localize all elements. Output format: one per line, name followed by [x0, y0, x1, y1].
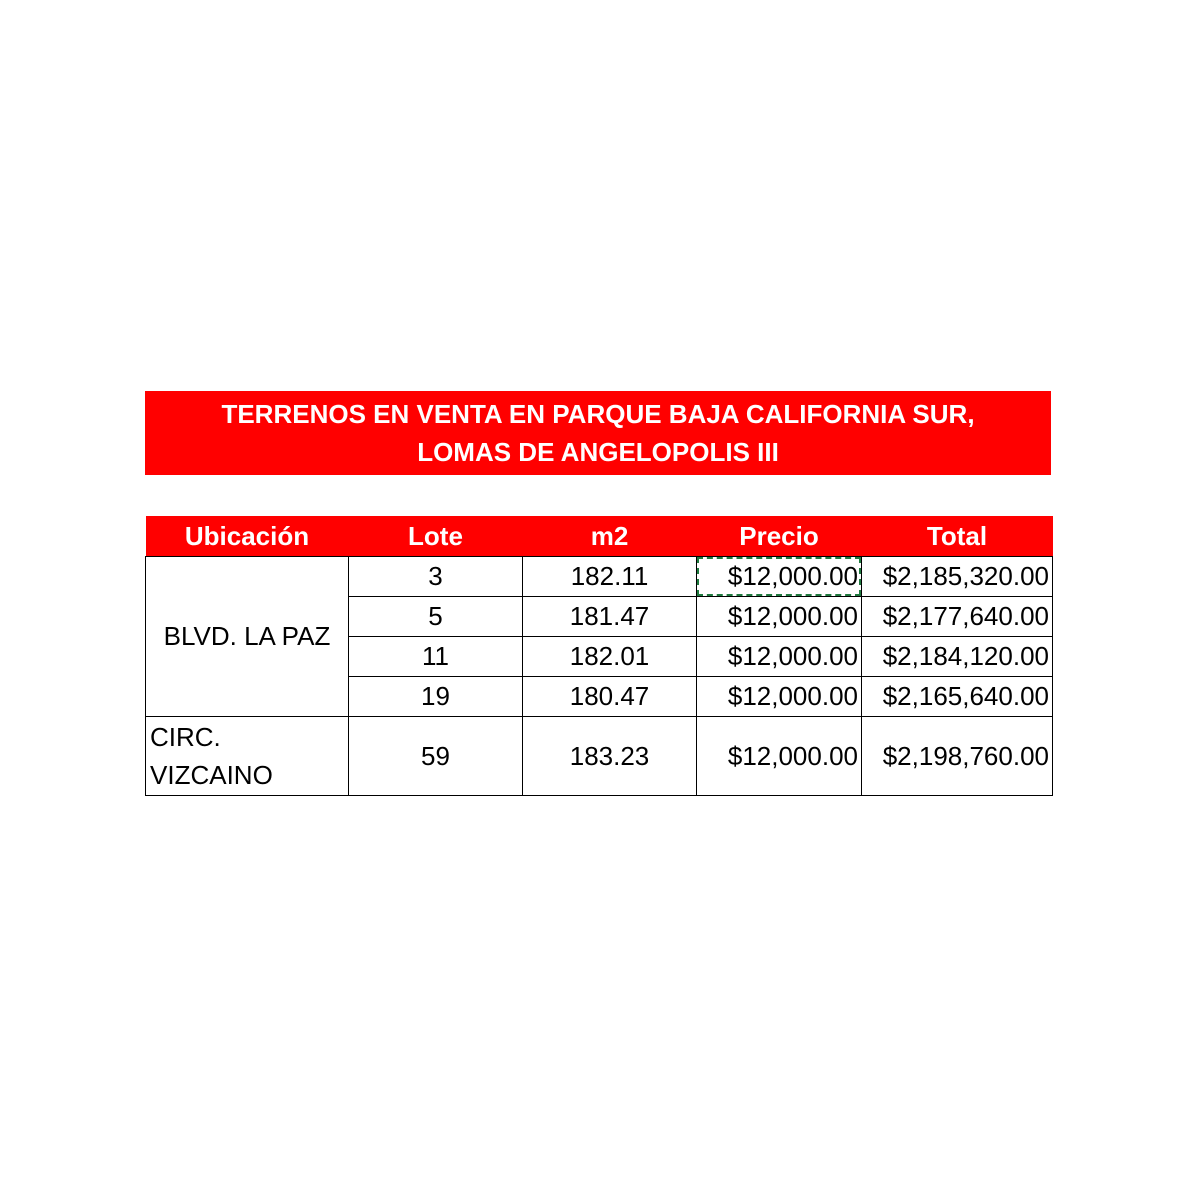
cell-m2[interactable]: 182.01 [523, 637, 697, 677]
cell-precio[interactable]: $12,000.00 [697, 637, 862, 677]
header-ubicacion[interactable]: Ubicación [146, 516, 349, 557]
location-line-2: VIZCAINO [150, 760, 273, 790]
cell-m2[interactable]: 180.47 [523, 677, 697, 717]
cell-location-circ-vizcaino[interactable] [146, 717, 349, 796]
cell-total[interactable]: $2,198,760.00 [862, 717, 1053, 796]
cell-m2[interactable]: 183.23 [523, 717, 697, 796]
cell-m2[interactable]: 181.47 [523, 597, 697, 637]
location-line-1: CIRC. [150, 722, 221, 752]
cell-total[interactable]: $2,165,640.00 [862, 677, 1053, 717]
table-header-row [146, 516, 1053, 557]
cell-lote[interactable]: 3 [349, 557, 523, 597]
cell-total[interactable]: $2,185,320.00 [862, 557, 1053, 597]
header-m2[interactable]: m2 [523, 516, 697, 557]
cell-lote[interactable]: 19 [349, 677, 523, 717]
table-row [146, 717, 1053, 796]
cell-precio-selected[interactable]: $12,000.00 [697, 557, 862, 597]
table-row [146, 557, 1053, 597]
header-precio[interactable]: Precio [697, 516, 862, 557]
cell-total[interactable]: $2,184,120.00 [862, 637, 1053, 677]
cell-m2[interactable]: 182.11 [523, 557, 697, 597]
cell-location-blvd-la-paz[interactable]: BLVD. LA PAZ [146, 557, 349, 717]
cell-lote[interactable]: 11 [349, 637, 523, 677]
cell-precio[interactable]: $12,000.00 [697, 677, 862, 717]
title-line-1: TERRENOS EN VENTA EN PARQUE BAJA CALIFORNIA SUR, [221, 399, 975, 429]
cell-lote[interactable]: 59 [349, 717, 523, 796]
header-total[interactable]: Total [862, 516, 1053, 557]
page-title-banner [145, 391, 1051, 475]
cell-precio[interactable]: $12,000.00 [697, 717, 862, 796]
lots-table [145, 516, 1053, 796]
cell-precio[interactable]: $12,000.00 [697, 597, 862, 637]
title-line-2: LOMAS DE ANGELOPOLIS III [417, 437, 779, 467]
cell-lote[interactable]: 5 [349, 597, 523, 637]
cell-total[interactable]: $2,177,640.00 [862, 597, 1053, 637]
header-lote[interactable]: Lote [349, 516, 523, 557]
